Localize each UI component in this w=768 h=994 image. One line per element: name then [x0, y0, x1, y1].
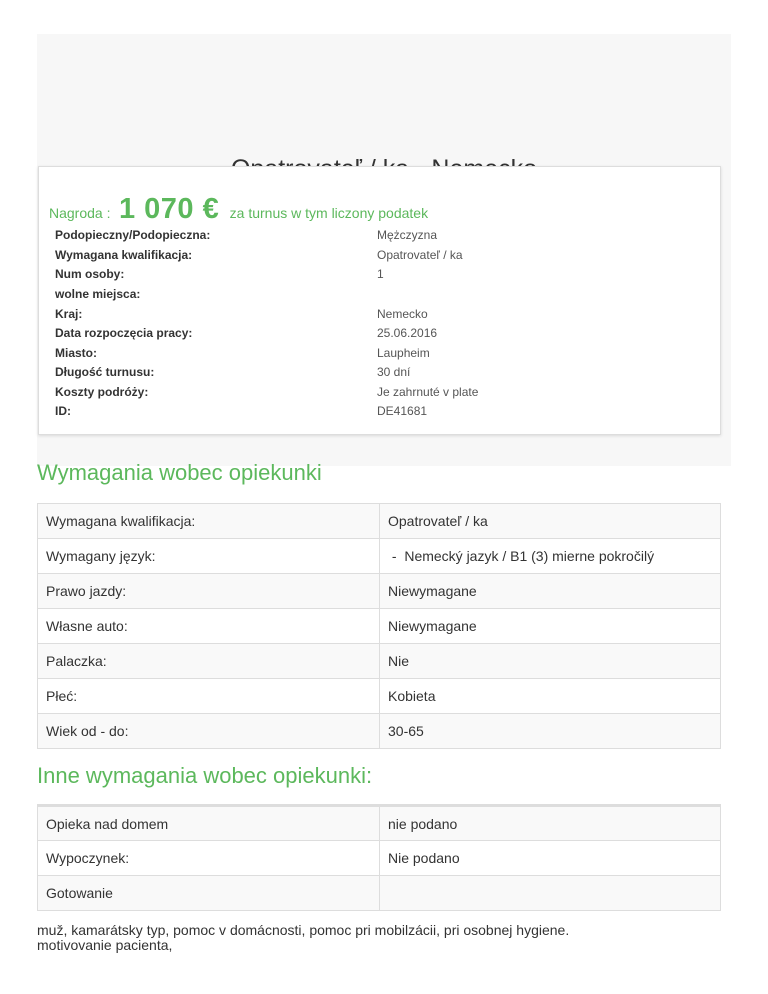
job-info-card: [38, 166, 721, 435]
other-requirement-label: Gotowanie: [38, 876, 380, 911]
requirement-label: Wiek od - do:: [38, 714, 380, 749]
detail-row-koszty-podrozy: [55, 382, 715, 402]
requirement-value: Niewymagane: [380, 609, 721, 644]
detail-value: 30 dní: [377, 365, 411, 379]
requirement-value: Niewymagane: [380, 574, 721, 609]
detail-row-id: [55, 401, 715, 421]
requirement-value: - Nemecký jazyk / B1 (3) mierne pokročilý: [380, 539, 721, 574]
table-row: [38, 876, 721, 911]
detail-value: Opatrovateľ / ka: [377, 248, 463, 262]
other-requirement-label: Opieka nad domem: [38, 806, 380, 841]
requirement-label: Wymagana kwalifikacja:: [38, 504, 380, 539]
detail-row-podopieczny: [55, 225, 715, 245]
table-row: [38, 504, 721, 539]
requirement-value: Opatrovateľ / ka: [380, 504, 721, 539]
requirement-label: Prawo jazdy:: [38, 574, 380, 609]
reward-amount: 1 070 €: [118, 193, 220, 225]
table-row: [38, 806, 721, 841]
detail-row-dlugosc-turnusu: [55, 362, 715, 382]
table-row: [38, 574, 721, 609]
reward-line: [49, 193, 428, 226]
table-row: [38, 644, 721, 679]
requirement-label: Palaczka:: [38, 644, 380, 679]
requirement-label: Własne auto:: [38, 609, 380, 644]
table-row: [38, 609, 721, 644]
other-requirement-value: Nie podano: [380, 841, 721, 876]
other-requirement-value: [380, 876, 721, 911]
detail-label: Długość turnusu:: [55, 365, 155, 379]
requirement-label: Wymagany język:: [38, 539, 380, 574]
table-row: [38, 679, 721, 714]
description-line: motivovanie pacienta,: [37, 937, 173, 953]
requirement-value: Kobieta: [380, 679, 721, 714]
detail-label: Miasto:: [55, 346, 97, 360]
detail-row-kwalifikacja: [55, 245, 715, 265]
other-requirement-value: nie podano: [380, 806, 721, 841]
reward-suffix: za turnus w tym liczony podatek: [229, 205, 429, 221]
detail-label: Podopieczny/Podopieczna:: [55, 228, 211, 242]
requirement-label: Płeć:: [38, 679, 380, 714]
detail-value: Nemecko: [377, 307, 428, 321]
requirement-value: Nie: [380, 644, 721, 679]
table-row: [38, 539, 721, 574]
other-requirements-heading: Inne wymagania wobec opiekunki:: [37, 763, 373, 788]
detail-label: Wymagana kwalifikacja:: [55, 248, 193, 262]
detail-value: 1: [377, 267, 384, 281]
table-row: [38, 841, 721, 876]
detail-label: Num osoby:: [55, 267, 125, 281]
job-header-panel: [37, 34, 731, 466]
requirements-table: [37, 503, 721, 749]
reward-prefix: Nagroda :: [49, 205, 111, 221]
detail-row-wolne-miejsca: [55, 284, 715, 304]
other-requirement-label: Wypoczynek:: [38, 841, 380, 876]
detail-value: DE41681: [377, 404, 428, 418]
detail-value: Mężczyzna: [377, 228, 438, 242]
table-row: [38, 714, 721, 749]
description-line: muž, kamarátsky typ, pomoc v domácnosti, pomoc pri mobilzácii, pri osobnej hygiene.: [37, 922, 570, 938]
detail-value: 25.06.2016: [377, 326, 438, 340]
other-requirements-table: [37, 804, 721, 911]
detail-row-data-rozpoczecia: [55, 323, 715, 343]
detail-value: Laupheim: [377, 346, 430, 360]
detail-label: wolne miejsca:: [55, 287, 141, 301]
requirement-value: 30-65: [380, 714, 721, 749]
requirements-heading: Wymagania wobec opiekunki: [37, 460, 322, 485]
detail-row-kraj: [55, 304, 715, 324]
detail-label: Koszty podróży:: [55, 385, 149, 399]
detail-label: Data rozpoczęcia pracy:: [55, 326, 193, 340]
detail-row-miasto: [55, 343, 715, 363]
detail-label: Kraj:: [55, 307, 83, 321]
job-description: [37, 923, 727, 953]
detail-row-num-osoby: [55, 264, 715, 284]
detail-value: Je zahrnuté v plate: [377, 385, 479, 399]
detail-label: ID:: [55, 404, 71, 418]
